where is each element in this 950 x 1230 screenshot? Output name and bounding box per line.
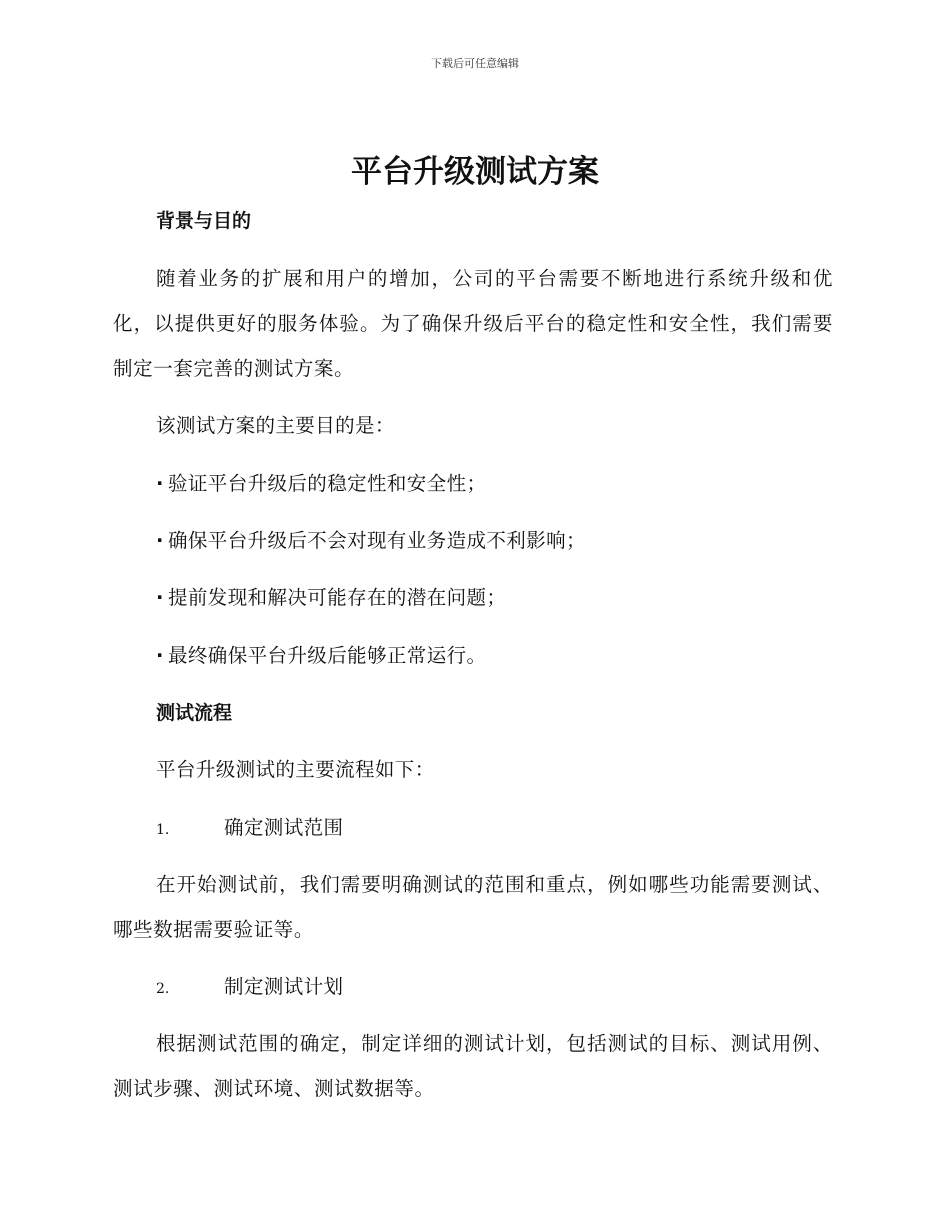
numbered-step-2 — [156, 974, 343, 1002]
step-1-paragraph: 在开始测试前，我们需要明确测试的范围和重点，例如哪些功能需要测试、哪些数据需要验证等。 — [113, 873, 833, 941]
list-item — [156, 471, 486, 497]
list-item-text: 最终确保平台升级后能够正常运行。 — [168, 644, 487, 667]
numbered-step-1 — [156, 815, 343, 843]
section-heading-background: 背景与目的 — [156, 210, 252, 232]
background-paragraph: 随着业务的扩展和用户的增加，公司的平台需要不断地进行系统升级和优化，以提供更好的服务体验。为了确保升级后平台的稳定性和安全性，我们需要制定一套完善的测试方案。 — [113, 267, 833, 380]
bullet-marker: · — [156, 529, 164, 552]
bullet-marker: · — [156, 472, 164, 495]
list-item-text: 确保平台升级后不会对现有业务造成不利影响； — [168, 529, 586, 552]
list-item-text: 提前发现和解决可能存在的潜在问题； — [168, 586, 507, 609]
document-title: 平台升级测试方案 — [351, 154, 599, 190]
step-title: 制定测试计划 — [224, 975, 344, 998]
bullet-marker: · — [156, 644, 164, 667]
page-header-note: 下载后可任意编辑 — [431, 57, 519, 70]
step-2-paragraph: 根据测试范围的确定，制定详细的测试计划，包括测试的目标、测试用例、测试步骤、测试环境、测试数据等。 — [113, 1032, 833, 1100]
step-number: 1. — [156, 822, 170, 838]
step-title: 确定测试范围 — [224, 816, 344, 839]
step-number: 2. — [156, 981, 170, 997]
list-item — [156, 643, 486, 669]
list-item-text: 验证平台升级后的稳定性和安全性； — [168, 472, 487, 495]
list-item — [156, 528, 586, 554]
process-lead: 平台升级测试的主要流程如下： — [156, 758, 435, 781]
section-heading-process: 测试流程 — [156, 702, 233, 724]
purpose-lead: 该测试方案的主要目的是： — [156, 414, 395, 437]
bullet-marker: · — [156, 586, 164, 609]
list-item — [156, 585, 506, 611]
